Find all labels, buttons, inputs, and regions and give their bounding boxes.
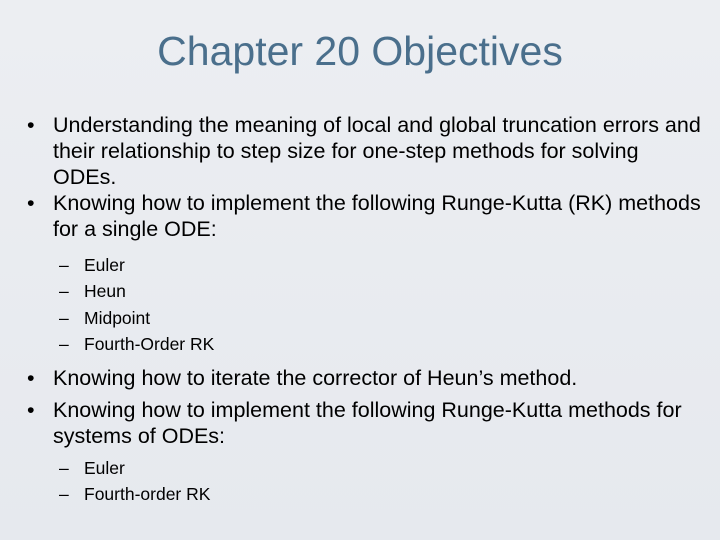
- dash-marker: –: [59, 484, 69, 505]
- sub-item: [24, 252, 704, 278]
- dash-marker: –: [59, 281, 69, 302]
- sub-item-text: Heun: [84, 281, 126, 302]
- bullet-text: Knowing how to iterate the corrector of Heun’s method.: [53, 366, 578, 391]
- objectives-list: [24, 112, 704, 516]
- sub-item-text: Fourth-order RK: [84, 484, 211, 505]
- sub-item: [24, 331, 704, 357]
- sub-item-text: Euler: [84, 458, 125, 479]
- bullet-text: Knowing how to implement the following Runge-Kutta (RK) methods for a single ODE:: [53, 191, 701, 241]
- bullet-dot: •: [27, 113, 35, 137]
- sub-item-text: Euler: [84, 255, 125, 275]
- bullet-text: Understanding the meaning of local and global truncation errors and their relationship to step size for one-step methods for solving ODEs.: [53, 113, 701, 189]
- bullet-item: [24, 190, 704, 242]
- slide-title: Chapter 20 Objectives: [157, 28, 563, 74]
- sub-item: [24, 278, 704, 304]
- rk-methods-single-ode: [24, 252, 704, 357]
- bullet-item: [24, 397, 704, 449]
- dash-marker: –: [59, 255, 69, 275]
- rk-methods-systems: [24, 455, 704, 508]
- bullet-text: Knowing how to implement the following Runge-Kutta methods for systems of ODEs:: [53, 398, 682, 449]
- sub-item-text: Fourth-Order RK: [84, 333, 215, 354]
- sub-item: [24, 455, 704, 481]
- bullet-dot: •: [27, 191, 35, 215]
- sub-item: [24, 305, 704, 331]
- bullet-dot: •: [27, 366, 35, 391]
- sub-item-text: Midpoint: [84, 307, 151, 328]
- dash-marker: –: [59, 307, 69, 328]
- dash-marker: –: [59, 458, 69, 479]
- dash-marker: –: [59, 333, 69, 354]
- bullet-item: [24, 365, 704, 391]
- bullet-dot: •: [27, 398, 35, 423]
- sub-item: [24, 481, 704, 507]
- bullet-item: [24, 112, 704, 190]
